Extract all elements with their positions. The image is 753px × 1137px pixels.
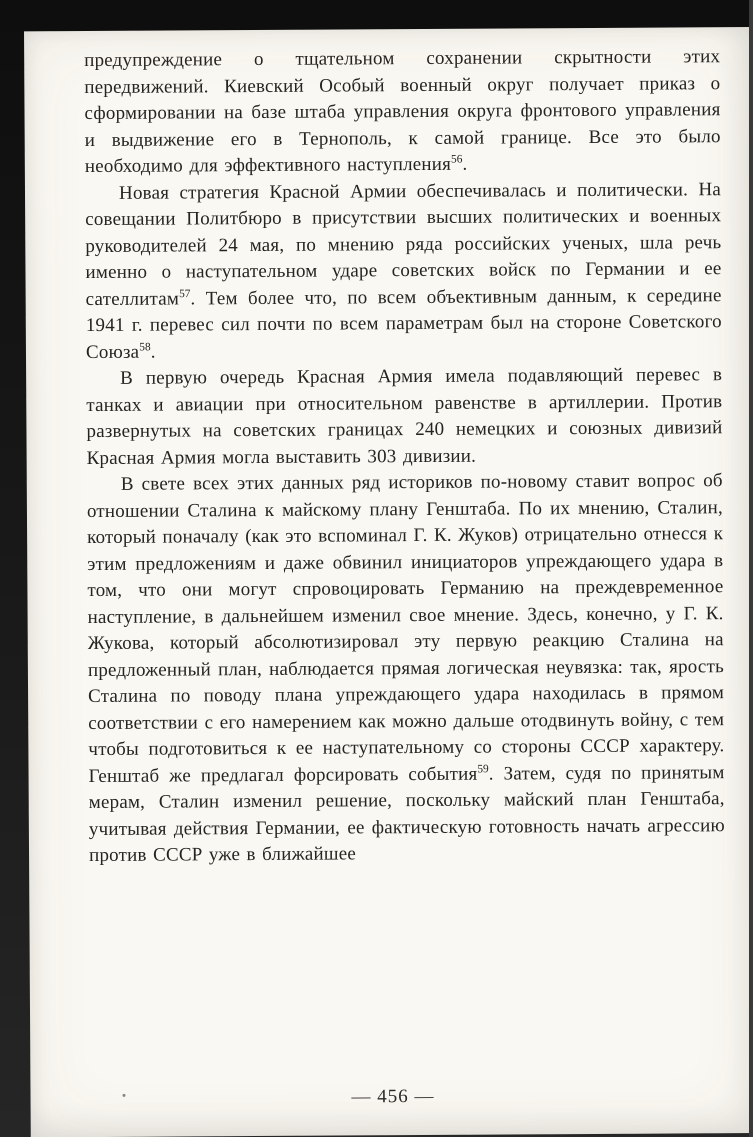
footnote-ref: 58 [139,340,151,353]
book-page [24,27,753,1137]
paragraph: В первую очередь Красная Армия имела подавляющий перевес в танках и авиации при относительном равенстве в артиллерии. Против развернутых на советских границах 240 немецких и союзных дивизий Красная Армия могла выставить 303 дивизии. [86,364,723,469]
paragraph: предупреждение о тщательном сохранении скрытности этих передвижений. Киевский Особый военный округ получает приказ о сформировании на базе штаба управления округа фронтового управления и выдвижение его в Тернополь, к самой границе. Все это было необходимо для эффективного наступления$^{56}$. [84,46,721,178]
page-text [84,44,726,1081]
paragraph: В свете всех этих данных ряд историков по-новому ставит вопрос об отношении Сталина к майскому плану Генштаба. По их мнению, Сталин, который поначалу (как это вспоминал Г. К. Жуков) отрицательно отнесся к этим предложениям и даже обвинил инициаторов упреждающего удара в том, что они могут спровоцировать Германию на преждевременное наступление, в дальнейшем изменил свое мнение. Здесь, конечно, у Г. К. Жукова, который абсолютизировал эту первую реакцию Сталина на предложенный план, наблюдается прямая логическая неувязка: так, ярость Сталина по поводу плана упреждающего удара находилась в прямом соответствии с его намерением как можно дальше отодвинуть войну, с тем чтобы подготовиться к ее наступательному со стороны СССР характеру. Генштаб же предлагал форсировать события$^{59}$. Затем, судя по принятым мерам, Сталин изменил решение, поскольку майский план Генштаба, учитывая действия Германии, ее фактическую готовность начать агрессию против СССР уже в ближайшее [86,470,725,867]
paragraph: Новая стратегия Красной Армии обеспечивалась и политически. На совещании Политбюро в присутствии высших политических и военных руководителей 24 мая, по мнению ряда российских ученых, шла речь именно о наступательном ударе советских войск по Германии и ее сателлитам$^{57}$. Тем более что, по всем объективным данным, к середине 1941 г. перевес сил почти по всем параметрам был на стороне Советского Союза$^{58}$. [85,178,722,363]
page-number: — 456 — [351,1085,435,1108]
footnote-ref: 57 [179,287,191,300]
footnote-ref: 59 [477,762,489,775]
footnote-ref: 56 [450,153,463,166]
